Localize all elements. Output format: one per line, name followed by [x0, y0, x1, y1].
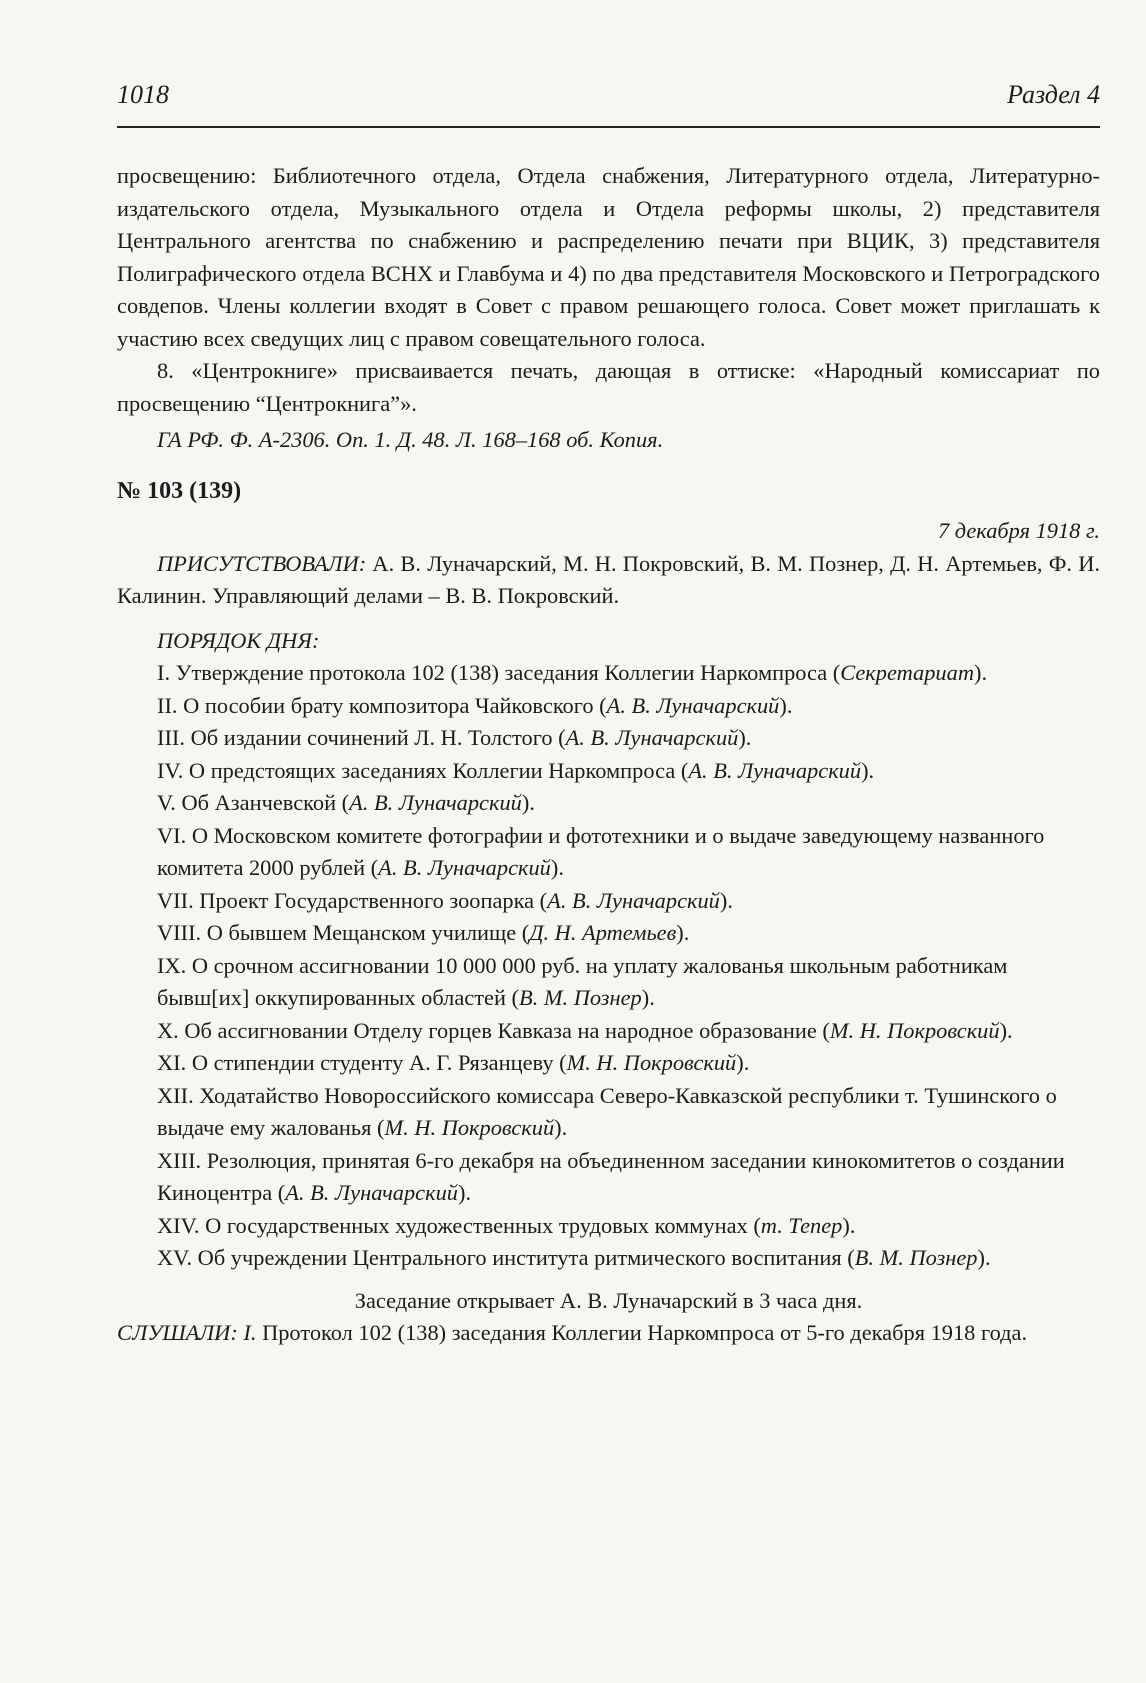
agenda-speaker: Д. Н. Артемьев	[529, 920, 677, 945]
agenda-item: XI. О стипендии студенту А. Г. Рязанцеву (М. Н. Покровский).	[157, 1050, 750, 1075]
point-8-paragraph: 8. «Центрокниге» присваивается печать, дающая в оттиске: «Народный комиссариат по просвещению “Центрокнига”».	[117, 358, 1100, 416]
agenda-speaker: А. В. Луначарский	[565, 725, 739, 750]
continuation-paragraph: просвещению: Библиотечного отдела, Отдела снабжения, Литературного отдела, Литературно-издательского отдела, Музыкального отдела и Отдела реформы школы, 2) представителя Центрального агентства по снабжению и распределению печати при ВЦИК, 3) представителя Полиграфического отдела ВСНХ и Главбума и 4) по два представителя Московского и Петроградского совдепов. Члены коллегии входят в Совет с правом решающего голоса. Совет может приглашать к участию всех сведущих лиц с правом совещательного голоса.	[117, 163, 1100, 351]
archive-source: ГА РФ. Ф. А-2306. Оп. 1. Д. 48. Л. 168–168 об. Копия.	[157, 427, 664, 452]
agenda-speaker: т. Тепер	[760, 1212, 843, 1238]
heard-label: СЛУШАЛИ: I.	[117, 1320, 257, 1345]
session-opening: Заседание открывает А. В. Луначарский в 3 часа дня.	[354, 1287, 863, 1313]
agenda-item: IX. О срочном ассигновании 10 000 000 руб. на уплату жалованья школьным работникам бывш[их] оккупированных областей (В. М. Познер).	[157, 952, 1008, 1010]
agenda-item: VIII. О бывшем Мещанском училище (Д. Н. Артемьев).	[157, 920, 690, 945]
agenda-speaker: Секретариат	[840, 660, 974, 685]
document-date: 7 декабря 1918 г.	[937, 518, 1100, 543]
agenda-speaker: А. В. Луначарский	[606, 692, 780, 718]
agenda-list	[117, 657, 1100, 1275]
agenda-speaker: А. В. Луначарский	[378, 855, 551, 880]
page-header	[117, 80, 1100, 128]
document-number: № 103 (139)	[117, 477, 242, 504]
attendees-paragraph	[117, 548, 1100, 613]
agenda-item: X. Об ассигновании Отделу горцев Кавказа на народное образование (М. Н. Покровский).	[157, 1017, 1013, 1043]
agenda-speaker: В. М. Познер	[518, 985, 642, 1010]
agenda-item: IV. О предстоящих заседаниях Коллегии Наркомпроса (А. В. Луначарский).	[157, 757, 875, 783]
agenda-item: XIII. Резолюция, принятая 6-го декабря на объединенном заседании кинокомитетов о создании Киноцентра (А. В. Луначарский).	[157, 1147, 1065, 1205]
agenda-speaker: М. Н. Покровский	[384, 1115, 555, 1140]
agenda-item: III. Об издании сочинений Л. Н. Толстого (А. В. Луначарский).	[157, 725, 752, 750]
agenda-speaker: А. В. Луначарский	[688, 757, 862, 783]
agenda-speaker: А. В. Луначарский	[349, 790, 522, 815]
agenda-item: I. Утверждение протокола 102 (138) заседания Коллегии Наркомпроса (Секретариат).	[157, 660, 988, 685]
agenda-item: XII. Ходатайство Новороссийского комиссара Северо-Кавказской республики т. Тушинского о выдаче ему жалованья (М. Н. Покровский).	[157, 1082, 1057, 1140]
agenda-item: VI. О Московском комитете фотографии и фототехники и о выдаче заведующему названного комитета 2000 рублей (А. В. Луначарский).	[157, 822, 1045, 880]
agenda-speaker: А. В. Луначарский	[285, 1180, 458, 1205]
agenda-item: VII. Проект Государственного зоопарка (А. В. Луначарский).	[157, 887, 733, 913]
page-body	[117, 160, 1100, 1350]
attendees-label: ПРИСУТСТВОВАЛИ:	[157, 550, 367, 576]
agenda-speaker: М. Н. Покровский	[566, 1050, 737, 1075]
agenda-item: V. Об Азанчевской (А. В. Луначарский).	[157, 790, 535, 815]
section-title: Раздел 4	[1007, 80, 1100, 109]
attendees-list: А. В. Луначарский, М. Н. Покровский, В. М. Познер, Д. Н. Артемьев, Ф. И. Калинин. Управляющий делами – В. В. Покровский.	[117, 550, 1100, 608]
heard-paragraph	[117, 1317, 1100, 1350]
heard-text: Протокол 102 (138) заседания Коллегии Наркомпроса от 5-го декабря 1918 года.	[256, 1320, 1028, 1345]
agenda-item: XIV. О государственных художественных трудовых коммунах (т. Тепер).	[157, 1212, 856, 1238]
agenda-item: XV. Об учреждении Центрального института ритмического воспитания (В. М. Познер).	[157, 1245, 991, 1270]
agenda-speaker: М. Н. Покровский	[829, 1017, 1000, 1043]
page-number: 1018	[117, 80, 169, 109]
agenda-title: ПОРЯДОК ДНЯ:	[157, 627, 320, 653]
agenda-speaker: А. В. Луначарский	[547, 887, 720, 913]
agenda-item: II. О пособии брату композитора Чайковского (А. В. Луначарский).	[157, 692, 793, 718]
agenda-speaker: В. М. Познер	[854, 1245, 978, 1270]
